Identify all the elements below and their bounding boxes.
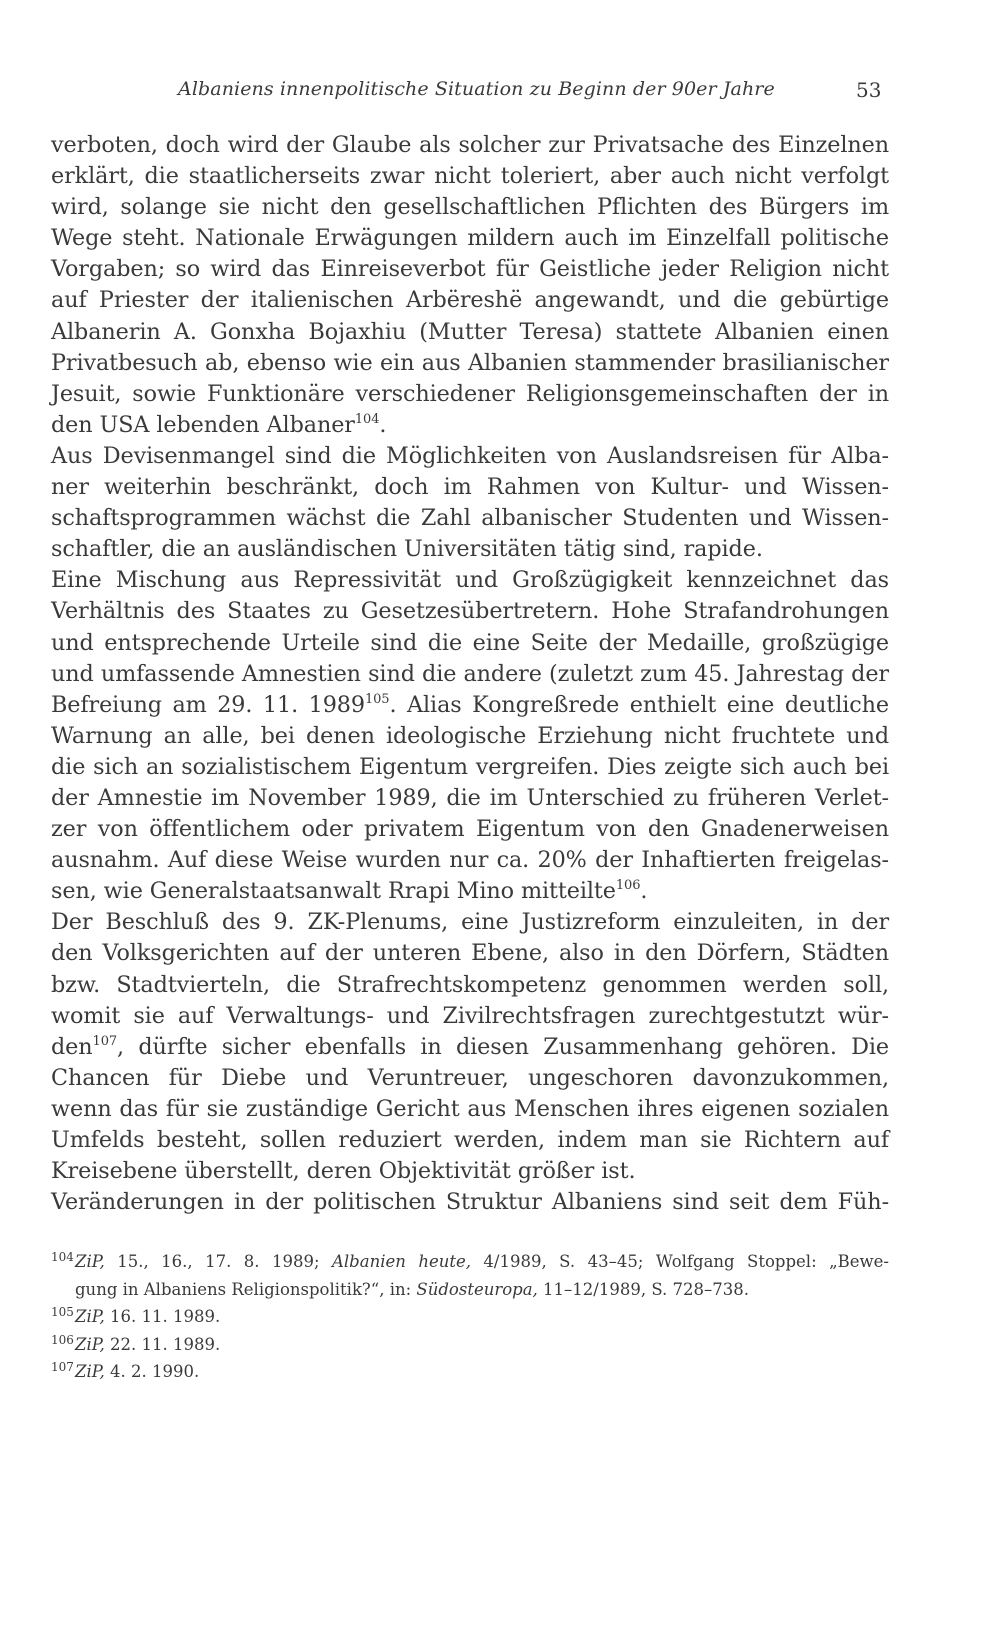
running-head [0, 78, 1000, 108]
line-text: Wege steht. Nationale Erwägungen mildern auch im Einzelfall politische [51, 225, 889, 252]
text-line [51, 285, 889, 316]
text-line [51, 752, 889, 783]
line-text: auf Priester der italienischen Arbëreshë angewandt, und die gebürtige [51, 287, 889, 314]
line-text: Vorgaben; so wird das Einreiseverbot für Geistliche jeder Religion nicht [51, 256, 889, 283]
line-text: Warnung an alle, bei denen ideologische Erziehung nicht fruchtete und [51, 722, 889, 749]
text-line [51, 472, 889, 503]
text-line [51, 690, 889, 721]
line-text: , dürfte sicher ebenfalls in diesen Zusammenhang gehören. Die [117, 1033, 889, 1060]
text-line [51, 1063, 889, 1094]
footnote-source: Südosteuropa, [416, 1279, 538, 1299]
line-text: und entsprechende Urteile sind die eine Seite der Medaille, großzügige [51, 629, 889, 656]
line-text: Der Beschluß des 9. ZK-Plenums, eine Justizreform einzuleiten, in der [51, 909, 889, 936]
line-text: Veränderungen in der politischen Struktur Albaniens sind seit dem Füh- [51, 1189, 889, 1216]
footnote-104-cont [51, 1276, 889, 1304]
line-text: Eine Mischung aus Repressivität und Großzügigkeit kennzeichnet das [51, 567, 889, 594]
text-line [51, 845, 889, 876]
footnote-source: ZiP, [75, 1307, 105, 1326]
text-line [51, 814, 889, 845]
line-text: Albanerin A. Gonxha Bojaxhiu (Mutter Teresa) stattete Albanien einen [51, 318, 889, 345]
text-line [51, 596, 889, 627]
footnotes [51, 1248, 889, 1386]
line-text: zer von öffentlichem oder privatem Eigentum von den Gnadenerweisen [51, 816, 889, 843]
line-text: womit sie auf Verwaltungs- und Zivilrechtsfragen zurechtgestutzt wür- [51, 1002, 889, 1029]
text-line [51, 503, 889, 534]
text-line [51, 938, 889, 969]
text-line [51, 317, 889, 348]
line-text: wird, solange sie nicht den gesellschaftlichen Pflichten des Bürgers im [51, 194, 889, 221]
footnote-text: 4/1989, S. 43–45; Wolfgang Stoppel: „Bewe- [470, 1252, 889, 1271]
line-text: erklärt, die staatlicherseits zwar nicht toleriert, aber auch nicht verfolgt [51, 163, 889, 190]
line-text: Aus Devisenmangel sind die Möglichkeiten von Auslandsreisen für Alba- [51, 442, 889, 469]
text-line [51, 783, 889, 814]
text-line [51, 534, 889, 565]
footnote-104: 104ZiP, 15., 16., 17. 8. 1989; Albanien heute, 4/1989, S. 43–45; Wolfgang Stoppel: „Bewe- [51, 1250, 889, 1271]
line-text: ausnahm. Auf diese Weise wurden nur ca. 20% der Inhaftierten freigelas- [51, 847, 889, 874]
footnote-source: ZiP, [75, 1362, 105, 1381]
footnote-source: Albanien heute, [331, 1252, 471, 1271]
text-line [51, 223, 889, 254]
page-number: 53 [856, 78, 882, 102]
text-line [51, 254, 889, 285]
footnote-text: 15., 16., 17. 8. 1989; [104, 1252, 332, 1271]
text-line [51, 1094, 889, 1125]
footnote-106: 106ZiP, 22. 11. 1989. [51, 1332, 221, 1354]
line-text: die sich an sozialistischem Eigentum vergreifen. Dies zeigte sich auch bei [51, 753, 889, 780]
footnote-ref: 105 [364, 691, 390, 707]
text-line [51, 410, 889, 441]
line-text: Kreisebene überstellt, deren Objektivität größer ist. [51, 1158, 636, 1185]
text-line [51, 628, 889, 659]
text-line [51, 1001, 889, 1032]
text-line [51, 379, 889, 410]
footnote-107: 107ZiP, 4. 2. 1990. [51, 1360, 200, 1381]
line-text: Umfelds besteht, sollen reduziert werden, indem man sie Richtern auf [51, 1127, 889, 1153]
line-text: den USA lebenden Albaner [51, 411, 355, 438]
body-text [51, 130, 889, 1218]
footnote-text: 4. 2. 1990. [104, 1362, 200, 1381]
text-line [51, 970, 889, 1001]
text-line [51, 565, 889, 596]
line-text: Privatbesuch ab, ebenso wie ein aus Albanien stammender brasilianischer [51, 349, 889, 376]
footnote-source: ZiP, [75, 1334, 105, 1354]
line-text: schaftsprogrammen wächst die Zahl albanischer Studenten und Wissen- [51, 505, 889, 532]
line-text: den Volksgerichten auf der unteren Ebene, also in den Dörfern, Städten [51, 940, 889, 967]
footnote-105: 105ZiP, 16. 11. 1989. [51, 1305, 221, 1326]
running-head-title: Albaniens innenpolitische Situation zu Beginn der 90er Jahre [178, 78, 775, 100]
line-text: und umfassende Amnestien sind die andere (zuletzt zum 45. Jahrestag der [51, 660, 889, 687]
footnote-text: 11–12/1989, S. 728–738. [537, 1279, 750, 1299]
footnote-ref: 104 [354, 411, 380, 427]
text-line [51, 441, 889, 472]
line-text: verboten, doch wird der Glaube als solcher zur Privatsache des Einzelnen [51, 132, 889, 158]
line-text: der Amnestie im November 1989, die im Unterschied zu früheren Verlet- [51, 784, 889, 811]
text-line [51, 192, 889, 223]
text-line [51, 1125, 889, 1156]
text-line [51, 1156, 889, 1187]
footnote-text: 22. 11. 1989. [104, 1334, 221, 1354]
line-text: Befreiung am 29. 11. 1989 [51, 691, 365, 718]
text-line [51, 876, 889, 907]
text-line [51, 348, 889, 379]
line-text: ner weiterhin beschränkt, doch im Rahmen von Kultur- und Wissen- [51, 474, 889, 501]
line-text: den [51, 1033, 93, 1060]
footnote-text: gung in Albaniens Religionspolitik?“, in: [75, 1279, 417, 1299]
text-line [51, 721, 889, 752]
text-line [51, 659, 889, 690]
line-text: . Alias Kongreßrede enthielt eine deutliche [389, 691, 890, 718]
footnote-source: ZiP, [75, 1252, 105, 1271]
text-line [51, 907, 889, 938]
text-line [51, 130, 889, 161]
line-text: . [640, 878, 648, 905]
line-text: schaftler, die an ausländischen Universitäten tätig sind, rapide. [51, 536, 763, 563]
footnote-ref: 106 [615, 878, 641, 894]
line-text: Jesuit, sowie Funktionäre verschiedener Religionsgemeinschaften der in [51, 380, 889, 407]
text-line [51, 1187, 889, 1218]
text-line [51, 1032, 889, 1063]
line-text: wenn das für sie zuständige Gericht aus Menschen ihres eigenen sozialen [51, 1095, 889, 1122]
footnote-text: 16. 11. 1989. [104, 1307, 221, 1326]
line-text: sen, wie Generalstaatsanwalt Rrapi Mino mitteilte [51, 878, 616, 905]
footnote-ref: 107 [92, 1033, 118, 1049]
line-text: Chancen für Diebe und Veruntreuer, ungeschoren davonzukommen, [51, 1064, 889, 1091]
text-line [51, 161, 889, 192]
line-text: Verhältnis des Staates zu Gesetzesübertretern. Hohe Strafandrohungen [51, 598, 889, 625]
line-text: bzw. Stadtvierteln, die Strafrechtskompetenz genommen werden soll, [51, 971, 889, 998]
line-text: . [379, 411, 387, 438]
